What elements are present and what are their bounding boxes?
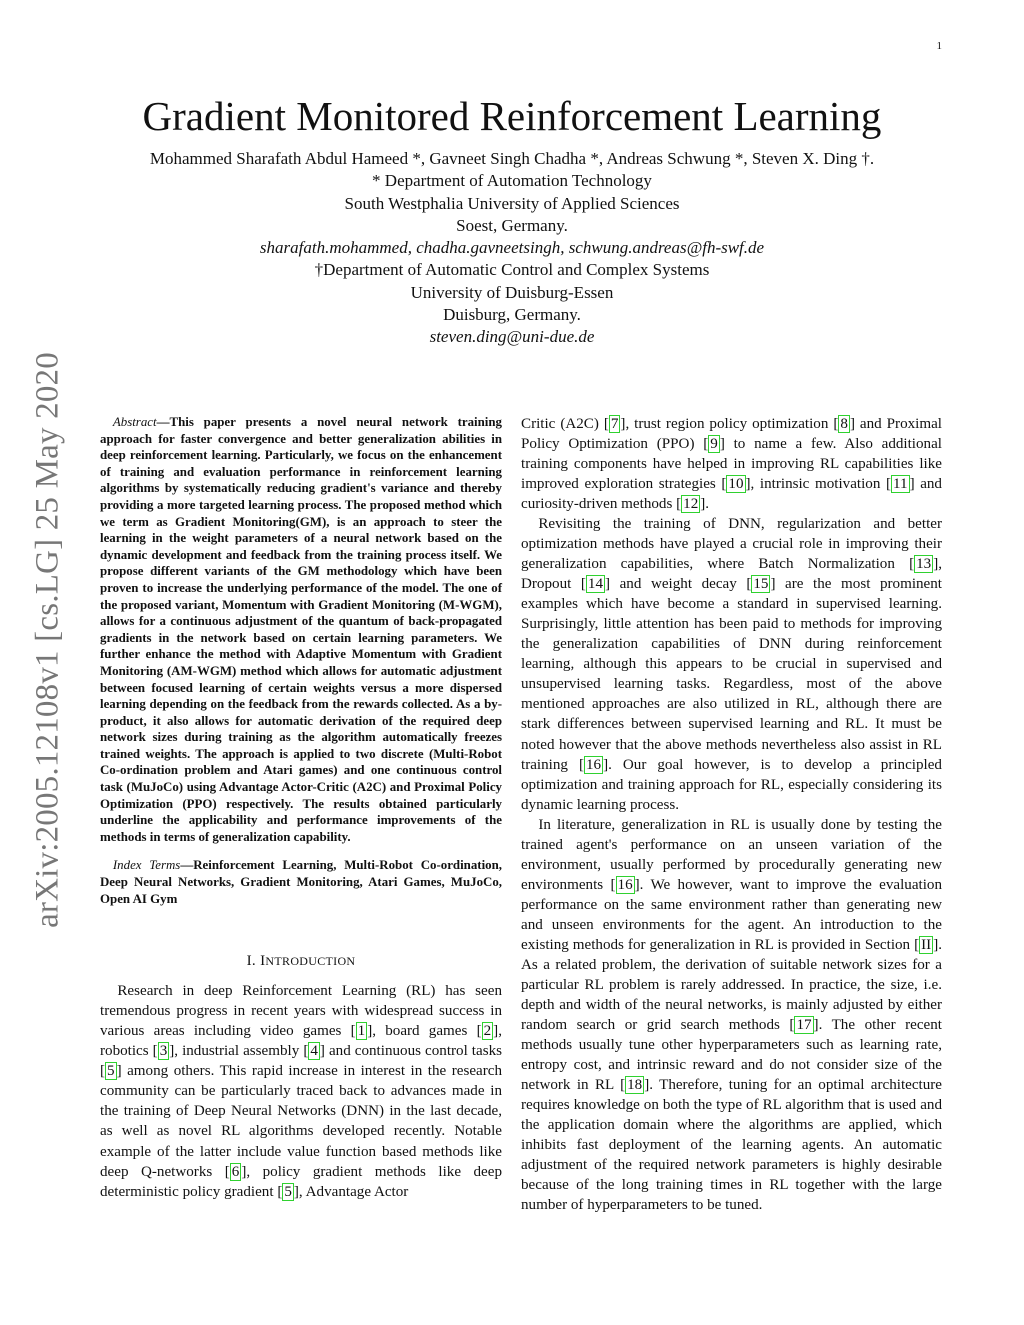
paper-title: Gradient Monitored Reinforcement Learning bbox=[142, 93, 882, 139]
paragraph-text: to name a few. Also additional training components have helped in improving RL capabilities like improved exploration strategies bbox=[521, 436, 942, 493]
citation-link[interactable]: 3 bbox=[159, 1043, 168, 1060]
affiliation-1-location: Soest, Germany. bbox=[456, 215, 568, 235]
page-number: 1 bbox=[936, 40, 942, 52]
citation-link[interactable]: 14 bbox=[587, 576, 603, 593]
paragraph-text: , trust region policy optimization bbox=[625, 416, 834, 432]
arxiv-id: arXiv:2005.12108v1 [cs.LG] 25 May 2020 bbox=[29, 352, 66, 928]
citation-link[interactable]: 11 bbox=[893, 476, 908, 493]
citation-link[interactable]: 17 bbox=[796, 1016, 812, 1033]
index-terms-text: —Reinforcement Learning, Multi-Robot Co-ordination, Deep Neural Networks, Gradient Monitoring, Atari Games, MuJoCo, Open AI Gym bbox=[100, 858, 502, 906]
section-heading-introduction: I. INTRODUCTION bbox=[246, 953, 356, 970]
citation-link[interactable]: 7 bbox=[610, 416, 619, 432]
affiliation-1-uni: South Westphalia University of Applied Sciences bbox=[344, 193, 680, 213]
affiliation-2-dept: †Department of Automatic Control and Complex Systems bbox=[314, 260, 710, 280]
paragraph-text: among others. This rapid increase in interest in the research community can be particularly traced back to advances made in the training of Deep Neural Networks (DNN) in the last decade, as well as novel RL algorithms developed recently. Notable example of the latter include value function based methods like deep Q-networks bbox=[100, 1063, 502, 1180]
paragraph-text: , board games bbox=[372, 1023, 477, 1040]
paragraph-text: , policy gradient methods like deep deterministic policy gradient bbox=[100, 1163, 502, 1200]
paragraph-text: , Advantage Actor bbox=[298, 1183, 409, 1200]
citation-link[interactable]: 4 bbox=[310, 1043, 318, 1060]
paragraph-text: , intrinsic motivation bbox=[750, 476, 886, 493]
citation-link[interactable]: 16 bbox=[617, 876, 633, 893]
citation-link[interactable]: 1 bbox=[357, 1023, 366, 1040]
paragraph-text: and weight decay bbox=[610, 576, 747, 593]
affiliation-2-location: Duisburg, Germany. bbox=[443, 305, 581, 325]
paragraph: Revisiting the training of DNN, regularization and better optimization methods have played a crucial role in improving their generalization capabilities, where Batch Normalization [ 13 ], Dropout [ 14 ] and weight decay [ 15 ] are the most prominent examples which have become a standard in supervised learning. Surprisingly, little attention has been paid to methods for improving the generalization capabilities of DNN during reinforcement learning, although this appears to be crucial in supervised and unsupervised learning tasks. Regardless, most of the above mentioned approaches are also utilized in RL, although there are stark differences between supervised learning and RL. It must be noted however that the above methods nevertheless also assist in RL training [ 16 ]. Our goal however, is to develop a principled optimization and training approach for RL, especially considering its dynamic learning process. bbox=[521, 516, 942, 813]
citation-link[interactable]: 2 bbox=[483, 1023, 492, 1040]
affiliation-2-uni: University of Duisburg-Essen bbox=[410, 282, 614, 302]
index-terms bbox=[100, 857, 502, 907]
citation-link[interactable]: 9 bbox=[710, 436, 718, 453]
paragraph-text: , Dropout bbox=[521, 556, 942, 593]
paragraph: Critic (A2C) [ 7 ], trust region policy optimization [ 8 ] and Proximal Policy Optimization (PPO) [ 9 ] to name a few. Also additional training components have helped in improving RL capabilities like improved exploration strategies [ 10 ], intrinsic motivation [ 11 ] and curiosity-driven methods [ 12 ]. bbox=[521, 416, 942, 513]
citation-link[interactable]: 16 bbox=[585, 756, 602, 773]
paragraph-text: . Therefore, tuning for an optimal architecture requires knowledge on both the type of RL algorithm that is used and the application domain where the algorithms are applied, which inhibits fast deployment of the learning agents. An automatic adjustment of the required network parameters is highly desirable because of the long training times in RL together with the large number of hyperparameters to be tuned. bbox=[521, 1077, 942, 1214]
citation-link[interactable]: II bbox=[921, 936, 932, 953]
abstract-label: Abstract bbox=[112, 415, 157, 429]
citation-link[interactable]: 8 bbox=[840, 416, 848, 432]
paragraph-text: . Our goal however, is to develop a principled optimization and training approach for RL, especially considering its dynamic learning process. bbox=[521, 756, 942, 813]
affiliation-1-email[interactable]: sharafath.mohammed, chadha.gavneetsingh, schwung.andreas@fh-swf.de bbox=[259, 238, 765, 258]
citation-link[interactable]: 15 bbox=[753, 576, 769, 593]
paragraph-text: . As a related problem, the derivation of suitable network sizes for a particular RL problem is rarely addressed. In practice, the size, i.e. depth and width of the neural networks, is mainly adjusted by either random search or grid search methods bbox=[521, 936, 942, 1033]
affiliation-1-dept: * Department of Automation Technology bbox=[372, 171, 652, 191]
author-names: Mohammed Sharafath Abdul Hameed *, Gavneet Singh Chadha *, Andreas Schwung *, Steven X. Ding †. bbox=[149, 149, 875, 168]
paragraph-text: Research in deep Reinforcement Learning (RL) has seen tremendous progress in recent years with widespread success in various areas including video games bbox=[100, 983, 502, 1040]
citation-link[interactable]: 5 bbox=[284, 1183, 292, 1200]
paragraph-text: and continuous control tasks bbox=[324, 1043, 502, 1060]
paragraph-text: Revisiting the training of DNN, regularization and better optimization methods have played a crucial role in improving their generalization capabilities, where Batch Normalization bbox=[521, 516, 942, 573]
paragraph-text: . The other recent methods usually tune other hyperparameters such as learning rate, entropy cost, and intrinsic reward and do not consider size of the network in RL bbox=[521, 1016, 942, 1094]
abstract-text: —This paper presents a novel neural network training approach for faster convergence and better generalization abilities in deep reinforcement learning. Particularly, we focus on the enhancement of training and evaluation performance in reinforcement learning algorithms by systematically reducing gradient's variance and thereby providing a more targeted learning process. The proposed method which we term as Gradient Monitoring(GM), is an approach to steer the learning in the weight parameters of a neural network based on the dynamic development and feedback from the training process itself. We propose different variants of the GM methodology which have been proven to increase the underlying performance of the model. The one of the proposed variant, Momentum with Gradient Monitoring (M-WGM), allows for a continuous adjustment of the quantum of back-propagated gradients in the network based on certain learning parameters. We further enhance the method with Adaptive Momentum with Gradient Monitoring (AM-WGM) method which allows for automatic adjustment between focused learning of certain weights versus a more dispersed learning depending on the feedback from the rewards collected. As a by-product, it also allows for automatic derivation of the required deep network sizes during training as the algorithm automatically freezes trained weights. The approach is applied to two discrete (Multi-Robot Co-ordination problem and Atari games) and one continuous control task (MuJoCo) using Advantage Actor-Critic (A2C) and Proximal Policy Optimization (PPO) respectively. The results obtained particularly underline the applicability and performance improvements of the methods in terms of generalization capability. bbox=[100, 415, 502, 844]
citation-link[interactable]: 10 bbox=[728, 476, 744, 493]
paragraph-text: In literature, generalization in RL is usually done by testing the trained agent's performance on an unseen variation of the environment, usually performed by procedurally generating new environments bbox=[521, 816, 942, 893]
abstract bbox=[100, 414, 502, 845]
citation-link[interactable]: 12 bbox=[683, 496, 699, 513]
citation-link[interactable]: 18 bbox=[627, 1077, 643, 1094]
affiliation-2-email[interactable]: steven.ding@uni-due.de bbox=[429, 327, 595, 347]
paragraph-text: , robotics bbox=[100, 1023, 502, 1060]
paragraph-text: and Proximal Policy Optimization (PPO) bbox=[521, 416, 942, 453]
author-block bbox=[0, 148, 1024, 349]
citation-link[interactable]: 13 bbox=[916, 556, 932, 573]
right-column bbox=[521, 414, 942, 1215]
paragraph-text: and curiosity-driven methods bbox=[521, 476, 942, 513]
paragraph-text: . bbox=[705, 496, 710, 513]
paragraph-text: are the most prominent examples which have become a standard in supervised learning. Surprisingly, little attention has been paid to methods for improving the generalization capabilities of DNN during reinforcement learning, although this appears to be crucial in supervised and unsupervised learning tasks. Regardless, most of the above mentioned approaches are also utilized in RL, although there are stark differences between supervised learning and RL. It must be noted however that the above methods nevertheless also assist in RL training bbox=[521, 576, 942, 773]
paragraph: Research in deep Reinforcement Learning (RL) has seen tremendous progress in recent years with widespread success in various areas including video games [ 1 ], board games [ 2 ], robotics [ 3 ], industrial assembly [ 4 ] and continuous control tasks [ 5 ] among others. This rapid increase in interest in the research community can be particularly traced back to advances made in the training of Deep Neural Networks (DNN) in the last decade, as well as novel RL algorithms developed recently. Notable example of the latter include value function based methods like deep Q-networks [ 6 ], policy gradient methods like deep deterministic policy gradient [ 5 ], Advantage Actor bbox=[100, 983, 502, 1200]
paragraph-text: . We however, want to improve the evaluation performance on the same environment rather than generating new and unseen environments for the agent. An introduction to the existing methods for generalization in RL is provided in Section bbox=[521, 876, 942, 953]
paragraph-text: Critic (A2C) bbox=[521, 416, 604, 432]
citation-link[interactable]: 5 bbox=[107, 1063, 115, 1080]
index-terms-label: Index Terms bbox=[112, 858, 181, 873]
left-column bbox=[100, 414, 502, 1202]
paragraph: In literature, generalization in RL is usually done by testing the trained agent's performance on an unseen variation of the environment, usually performed by procedurally generating new environments [ 16 ]. We however, want to improve the evaluation performance on the same environment rather than generating new and unseen environments for the agent. An introduction to the existing methods for generalization in RL is provided in Section [ II ]. As a related problem, the derivation of suitable network sizes for a particular RL problem is rarely addressed. In practice, the size, i.e. depth and width of the neural networks, is mainly adjusted by either random search or grid search methods [ 17 ]. The other recent methods usually tune other hyperparameters such as learning rate, entropy cost, and intrinsic reward and do not consider size of the network in RL [ 18 ]. Therefore, tuning for an optimal architecture requires knowledge on both the type of RL algorithm that is used and the application domain where the algorithms are applied, which inhibits fast deployment of the learning agents. An automatic adjustment of the required network parameters is highly desirable because of the long training times in RL together with the large number of hyperparameters to be tuned. bbox=[521, 816, 942, 1214]
citation-link[interactable]: 6 bbox=[231, 1163, 240, 1180]
paragraph-text: , industrial assembly bbox=[174, 1043, 304, 1060]
